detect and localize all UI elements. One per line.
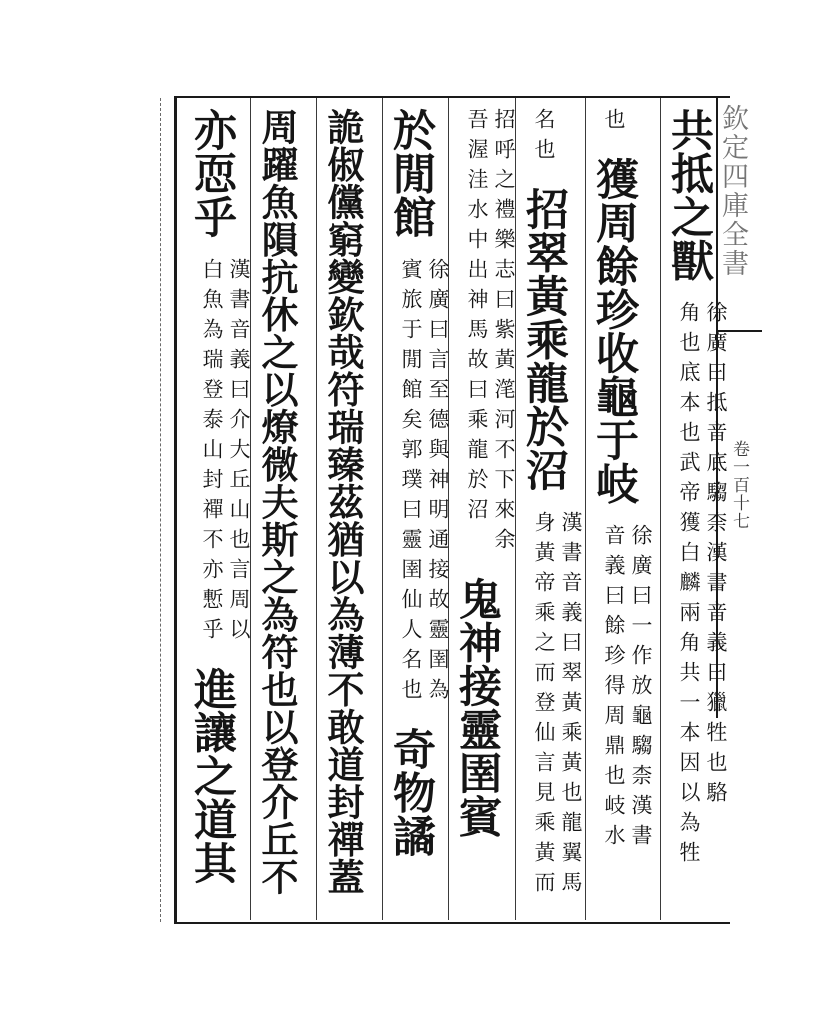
main-text: 獲周餘珍收龜于岐: [589, 157, 639, 505]
commentary-tail: 也: [602, 108, 626, 138]
column-rule: [316, 98, 317, 920]
commentary: [533, 511, 581, 901]
text-column-7: [255, 108, 299, 896]
main-text: 招翠黃乘龍於沼: [519, 187, 569, 492]
text-column-4: [452, 108, 516, 838]
chapter-folio: 卷一百十七: [729, 440, 749, 530]
commentary: [678, 301, 726, 871]
commentary-line: 漢書音義曰介大丘山也言周以: [227, 257, 251, 648]
commentary-line: 白魚為瑞登泰山封禪不亦慙乎: [200, 257, 224, 648]
commentary-line: 漢書音義曰翠黃乘黃也龍翼馬: [559, 510, 583, 901]
main-text: 奇物譎: [386, 726, 436, 857]
commentary-line: 徐廣曰言至德與神明通接故靈圉為: [426, 257, 450, 708]
main-text: 亦恧乎: [187, 108, 237, 239]
text-column-2: [589, 108, 653, 854]
commentary: [466, 108, 514, 558]
commentary-line: 角也底本也武帝獲白麟兩角共一本因以為牲: [677, 301, 701, 871]
commentary-line: 身黃帝乘之而登仙言見乘黃而: [532, 510, 556, 901]
main-text: 進讓之道其: [187, 666, 237, 884]
commentary-tail: 名也: [532, 108, 556, 168]
text-column-8: [187, 108, 251, 884]
main-text: 共抵之獸: [664, 108, 714, 282]
column-rule: [382, 98, 383, 920]
commentary-line: 吾渥洼水中出神馬故曰乘龍於沼: [465, 108, 489, 528]
column-rule: [660, 98, 661, 920]
main-text: 鬼神接靈圉賓: [452, 577, 502, 838]
page-edge: [160, 98, 165, 922]
main-text: 詭俶儻窮變欽哉符瑞臻茲猶以為薄不敢道封禪蓋: [321, 108, 365, 896]
text-column-6: [321, 108, 365, 896]
commentary-line: 賓旅于閒館矣郭璞曰靈圉仙人名也: [399, 257, 423, 708]
commentary-line: 徐廣曰一作放龜騶柰漢書: [629, 524, 653, 854]
commentary-line: 音義曰餘珍得周鼎也岐水: [602, 524, 626, 854]
commentary-line: 徐廣曰抵音底騶柰漢書音義曰獵牲也駱: [704, 301, 728, 811]
text-column-1: [664, 108, 728, 871]
commentary-line: 招呼之禮樂志曰紫黃滗河不下來余: [492, 108, 516, 558]
text-column-3: [519, 108, 583, 901]
commentary: [603, 524, 651, 854]
commentary: [400, 258, 448, 708]
column-rule: [585, 98, 586, 920]
book-title: 欽定四庫全書: [717, 104, 748, 278]
text-column-5: [386, 108, 450, 857]
main-text: 周躍魚隕抗休之以燎微夫斯之為符也以登介丘不: [255, 108, 299, 896]
main-text: 於閒館: [386, 108, 436, 239]
commentary: [201, 258, 249, 648]
